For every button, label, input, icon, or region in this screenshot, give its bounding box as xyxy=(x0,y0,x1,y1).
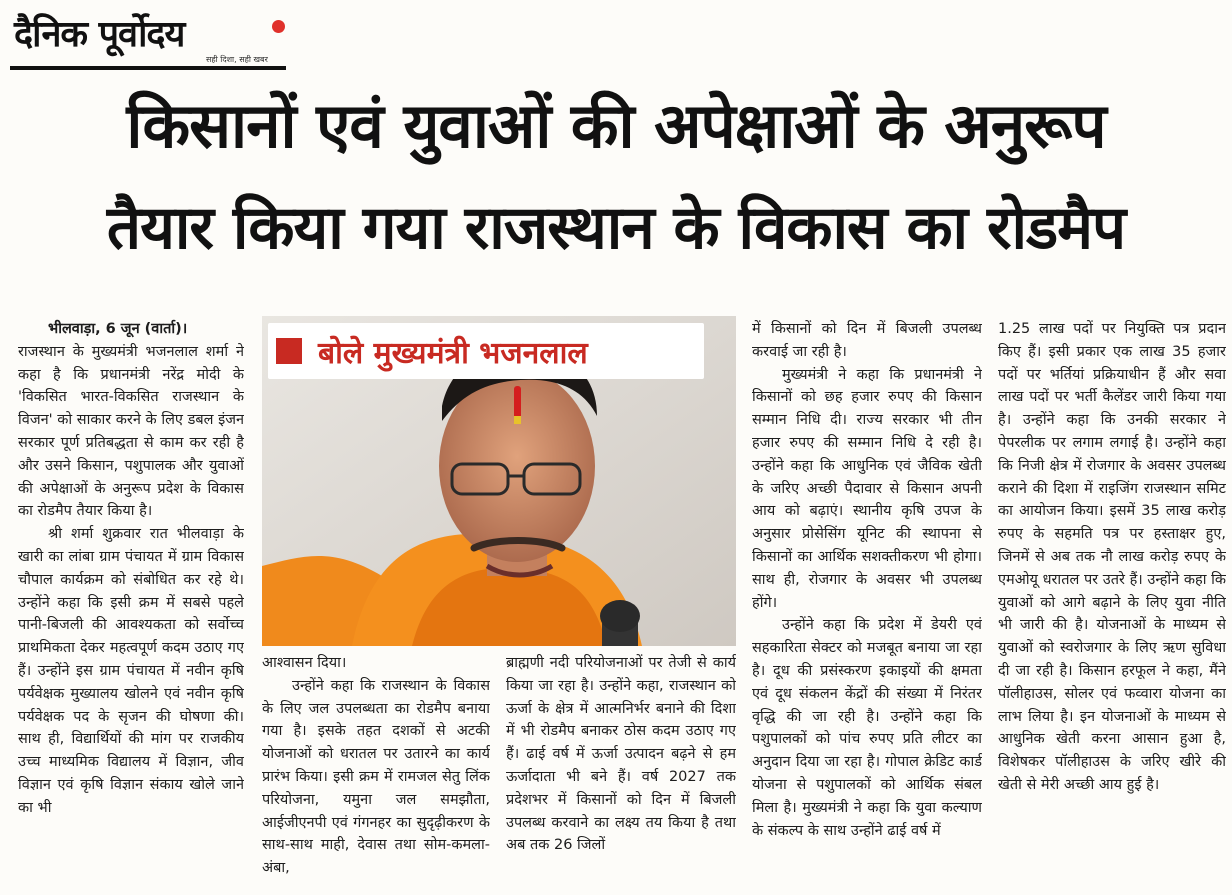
article-column-2 xyxy=(262,652,490,895)
square-bullet-icon xyxy=(276,338,302,364)
article-paragraph: राजस्थान के मुख्यमंत्री भजनलाल शर्मा ने कहा है कि प्रधानमंत्री नरेंद्र मोदी के 'विकसित भारत-विकसित राजस्थान के विजन' को साकार करने के लिए डबल इंजन सरकार पूर्ण प्रतिबद्धता से काम कर रही है और उसने किसान, पशुपालक और युवाओं की अपेक्षाओं के अनुरूप प्रदेश के विकास का रोडमैप तैयार किया है। xyxy=(18,343,244,520)
masthead xyxy=(10,8,286,70)
logo-dot-icon xyxy=(272,20,285,33)
article-column-5 xyxy=(998,318,1226,895)
headline-line-1: किसानों एवं युवाओं की अपेक्षाओं के अनुरूप xyxy=(126,89,1106,162)
newspaper-name: दैनिक पूर्वोदय xyxy=(14,14,185,55)
dateline: भीलवाड़ा, 6 जून (वार्ता)। xyxy=(48,321,188,337)
article-paragraph: श्री शर्मा शुक्रवार रात भीलवाड़ा के खारी का लांबा ग्राम पंचायत में ग्राम विकास चौपाल कार्यक्रम को संबोधित कर रहे थे। उन्होंने कहा कि इसी क्रम में सबसे पहले पानी-बिजली की आवश्यकता को सर्वोच्च प्राथमिकता देकर महत्वपूर्ण कदम उठाए गए हैं। उन्होंने इस ग्राम पंचायत में नवीन कृषि पर्यवेक्षक मुख्यालय खोलने एवं नवीन कृषि पर्यवेक्षक पद के सृजन की घोषणा की। साथ ही, विद्यार्थियों की मांग पर राजकीय उच्च माध्यमिक विद्यालय में विज्ञान, जीव विज्ञान एवं कृषि विज्ञान संकाय खोले जाने का भी xyxy=(18,526,244,816)
article-paragraph: आश्वासन दिया। xyxy=(262,655,347,671)
article-paragraph: में किसानों को दिन में बिजली उपलब्ध करवाई जा रही है। xyxy=(752,321,982,360)
article-paragraph: उन्होंने कहा कि राजस्थान के विकास के लिए जल उपलब्धता का रोडमैप बनाया गया है। इसके तहत दशकों से अटकी योजनाओं को धरातल पर उतारने का कार्य प्रारंभ किया। इसी क्रम में रामजल सेतु लिंक परियोजना, यमुना जल समझौता, आईजीएनपी एवं गंगनहर का सुदृढ़ीकरण के साथ-साथ माही, देवास तथा सोम-कमला-अंबा, xyxy=(262,677,490,877)
article-paragraph: उन्होंने कहा कि प्रदेश में डेयरी एवं सहकारिता सेक्टर को मजबूत बनाया जा रहा है। दूध की प्रसंस्करण इकाइयों की क्षमता एवं दूध संकलन केंद्रों की संख्या में निरंतर वृद्धि की जा रही है। उन्होंने कहा कि पशुपालकों को पांच रुपए प्रति लीटर का अनुदान दिया जा रहा है। गोपाल क्रेडिट कार्ड योजना से पशुपालकों को आर्थिक संबल मिला है। मुख्यमंत्री ने कहा कि युवा कल्याण के संकल्प के साथ उन्होंने ढाई वर्ष में xyxy=(752,617,982,839)
photo-caption-text: बोले मुख्यमंत्री भजनलाल xyxy=(318,335,588,371)
article-paragraph xyxy=(18,318,244,341)
article-column-3 xyxy=(506,652,736,895)
article-paragraph: मुख्यमंत्री ने कहा कि प्रधानमंत्री ने किसानों को छह हजार रुपए की किसान सम्मान निधि दी। राज्य सरकार भी तीन हजार रुपए की सम्मान निधि दे रही है। उन्होंने कहा कि आधुनिक एवं जैविक खेती के जरिए अच्छी पैदावार से किसान अपनी आय को बढ़ाएं। स्थानीय कृषि उपज के अनुसार प्रोसेसिंग यूनिट की स्थापना से किसानों का आर्थिक सशक्तीकरण भी होगा। साथ ही, रोजगार के अवसर भी उपलब्ध होंगे। xyxy=(752,366,982,611)
article-paragraph: 1.25 लाख पदों पर नियुक्ति पत्र प्रदान किए हैं। इसी प्रकार एक लाख 35 हजार पदों पर भर्तियां प्रक्रियाधीन हैं और सवा लाख पदों पर भर्ती कैलेंडर जारी किया गया है। उन्होंने कहा कि उनकी सरकार ने पेपरलीक पर लगाम लगाई है। उन्होंने कहा कि निजी क्षेत्र में रोजगार के अवसर उपलब्ध कराने की दिशा में राइजिंग राजस्थान समिट का आयोजन किया। इसमें 35 लाख करोड़ रुपए के सहमति पत्र पर हस्ताक्षर हुए, जिनमें से अब तक नौ लाख करोड़ रुपए के एमओयू धरातल पर उतरे हैं। उन्होंने कहा कि युवाओं को आगे बढ़ाने के लिए युवा नीति भी जारी की है। योजनाओं के माध्यम से युवाओं को स्वरोजगार के लिए ऋण सुविधा दी जा रही है। किसान हरफूल ने कहा, मैंने पॉलीहाउस, सोलर एवं फव्वारा योजना का लाभ लिया है। इन योजनाओं के माध्यम से आधुनिक खेती करना आसान हुआ है, विशेषकर पॉलीहाउस के जरिए खीरे की खेती से मेरी अच्छी आय हुई है। xyxy=(998,321,1226,793)
masthead-rule xyxy=(10,66,286,70)
headline-line-2: तैयार किया गया राजस्थान के विकास का रोडमैप xyxy=(106,193,1126,263)
newspaper-tagline: सही दिशा, सही खबर xyxy=(206,55,268,64)
article-paragraph: ब्राह्मणी नदी परियोजनाओं पर तेजी से कार्य किया जा रहा है। उन्होंने कहा, राजस्थान को ऊर्जा के क्षेत्र में आत्मनिर्भर बनाने की दिशा में भी रोडमैप बनाकर ठोस कदम उठाए गए हैं। ढाई वर्ष में ऊर्जा उत्पादन बढ़ने से हम ऊर्जादाता भी बने हैं। वर्ष 2027 तक प्रदेशभर में किसानों को दिन में बिजली उपलब्ध करवाने का लक्ष्य तय किया है तथा अब तक 26 जिलों xyxy=(506,655,736,854)
article-column-1 xyxy=(18,318,244,895)
photo-caption-badge xyxy=(268,323,704,379)
article-column-4 xyxy=(752,318,982,895)
